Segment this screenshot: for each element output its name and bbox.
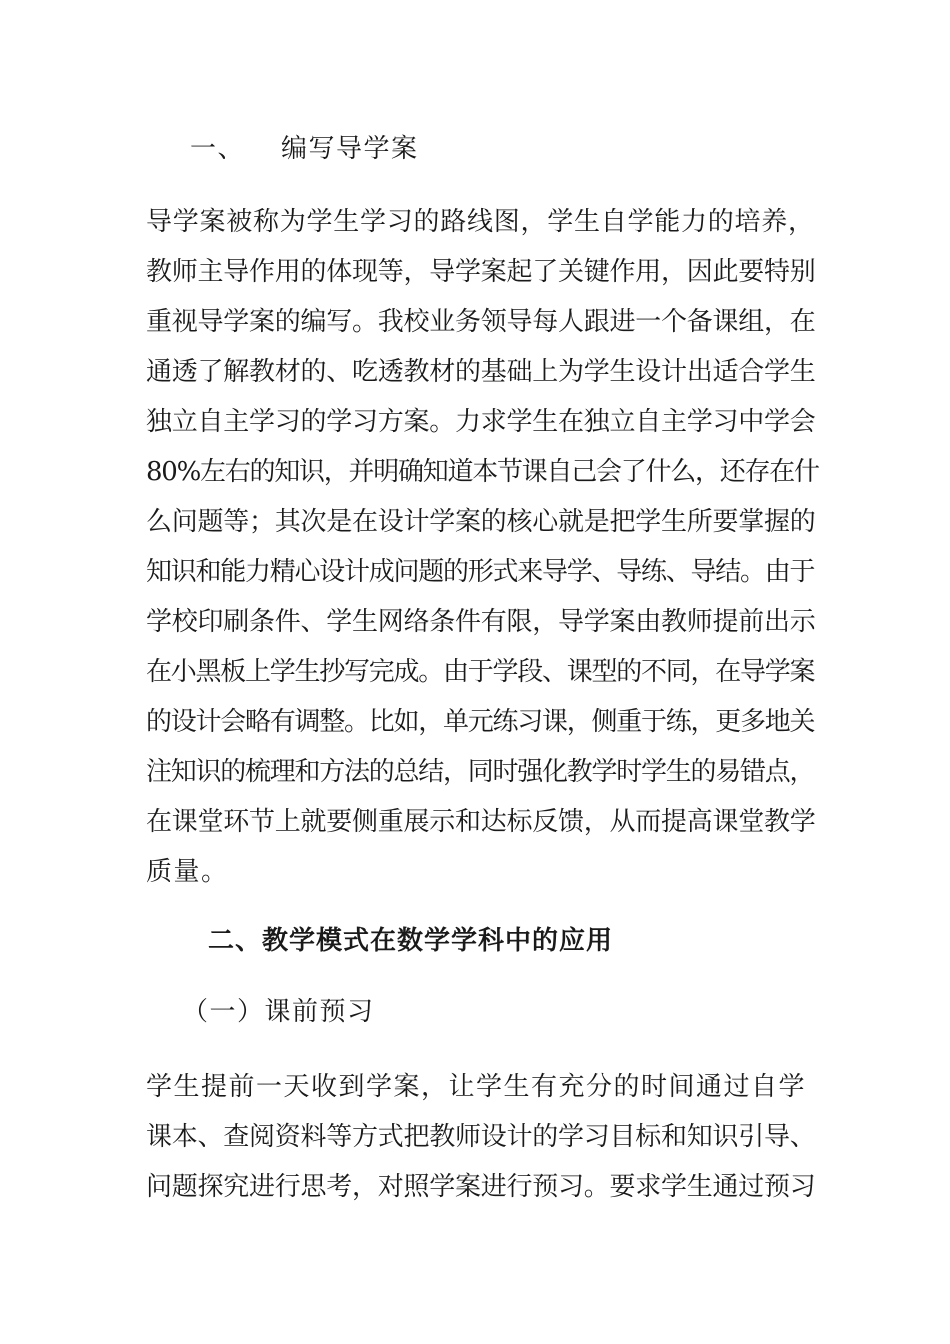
- section2-heading: 二、教学模式在数学学科中的应用: [208, 926, 614, 956]
- paragraph-line: 么问题等；其次是在设计学案的核心就是把学生所要掌握的: [146, 507, 816, 537]
- paragraph-line: 独立自主学习的学习方案。力求学生在独立自主学习中学会: [146, 407, 816, 437]
- paragraph-line: 质量。: [146, 857, 229, 887]
- paragraph-line: 学校印刷条件、学生网络条件有限，导学案由教师提前出示: [146, 607, 816, 637]
- paragraph-line: 80%左右的知识，并明确知道本节课自己会了什么，还存在什: [146, 457, 819, 487]
- paragraph-line: 在课堂环节上就要侧重展示和达标反馈，从而提高课堂教学: [146, 807, 816, 837]
- paragraph-line: 重视导学案的编写。我校业务领导每人跟进一个备课组，在: [146, 307, 816, 337]
- section-number: 一、: [190, 134, 246, 164]
- subsection-heading: （一）课前预习: [182, 997, 375, 1027]
- paragraph-line: 知识和能力精心设计成问题的形式来导学、导练、导结。由于: [146, 557, 815, 587]
- paragraph-line: 导学案被称为学生学习的路线图，学生自学能力的培养，: [146, 207, 815, 237]
- section-title: 编写导学案: [281, 134, 419, 164]
- paragraph-line: 课本、查阅资料等方式把教师设计的学习目标和知识引导、: [146, 1122, 816, 1152]
- paragraph-line: 学生提前一天收到学案，让学生有充分的时间通过自学: [146, 1072, 807, 1102]
- paragraph-line: 通透了解教材的、吃透教材的基础上为学生设计出适合学生: [146, 357, 816, 387]
- paragraph-line: 在小黑板上学生抄写完成。由于学段、课型的不同，在导学案: [146, 657, 815, 687]
- section-heading: [190, 134, 419, 164]
- paragraph-line: 注知识的梳理和方法的总结，同时强化教学时学生的易错点，: [146, 757, 815, 787]
- paragraph-line: 教师主导作用的体现等，导学案起了关键作用，因此要特别: [146, 257, 816, 287]
- paragraph-line: 问题探究进行思考，对照学案进行预习。要求学生通过预习: [146, 1172, 816, 1202]
- paragraph-line: 的设计会略有调整。比如，单元练习课，侧重于练，更多地关: [146, 707, 815, 737]
